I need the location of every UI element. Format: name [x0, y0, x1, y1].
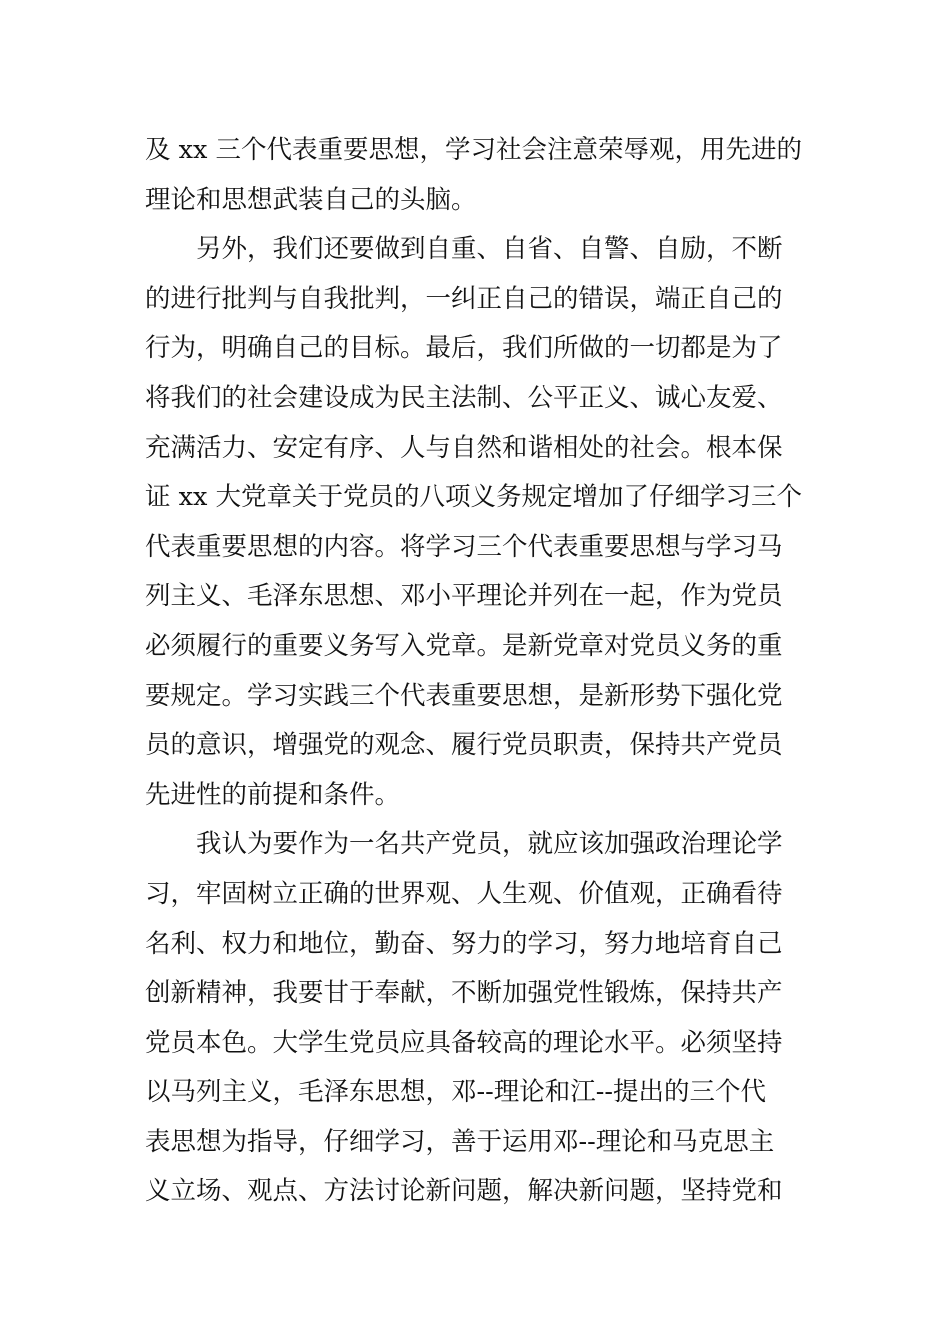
- text-line: 将我们的社会建设成为民主法制、公平正义、诚心友爱、: [145, 382, 783, 413]
- text-line: 必须履行的重要义务写入党章。是新党章对党员义务的重: [145, 630, 783, 661]
- text-line: 列主义、毛泽东思想、邓小平理论并列在一起，作为党员: [145, 581, 783, 612]
- text-line: 创新精神，我要甘于奉献，不断加强党性锻炼，保持共产: [145, 978, 783, 1009]
- text-line: 及 xx 三个代表重要思想，学习社会注意荣辱观，用先进的: [145, 135, 802, 165]
- text-line: 名利、权力和地位，勤奋、努力的学习，努力地培育自己: [145, 928, 783, 959]
- text-line: 表思想为指导，仔细学习，善于运用邓--理论和马克思主: [145, 1126, 775, 1157]
- text-line: 理论和思想武装自己的头脑。: [145, 184, 477, 215]
- text-line: 充满活力、安定有序、人与自然和谐相处的社会。根本保: [145, 432, 783, 463]
- text-line: 代表重要思想的内容。将学习三个代表重要思想与学习马: [145, 531, 783, 562]
- paragraph-first-line: 我认为要作为一名共产党员，就应该加强政治理论学: [196, 829, 783, 860]
- document-body-text: [145, 126, 810, 1217]
- text-line: 证 xx 大党章关于党员的八项义务规定增加了仔细学习三个: [145, 482, 802, 513]
- text-line: 先进性的前提和条件。: [145, 779, 401, 810]
- text-line: 行为，明确自己的目标。最后，我们所做的一切都是为了: [145, 333, 783, 364]
- text-line: 的进行批判与自我批判，一纠正自己的错误，端正自己的: [145, 283, 783, 314]
- text-line: 员的意识，增强党的观念、履行党员职责，保持共产党员: [145, 730, 783, 761]
- paragraph-first-line: 另外，我们还要做到自重、自省、自警、自励，不断: [196, 234, 783, 265]
- text-line: 习，牢固树立正确的世界观、人生观、价值观，正确看待: [145, 878, 783, 909]
- text-line: 义立场、观点、方法讨论新问题，解决新问题，坚持党和: [145, 1176, 783, 1207]
- text-line: 党员本色。大学生党员应具备较高的理论水平。必须坚持: [145, 1027, 783, 1058]
- text-line: 以马列主义，毛泽东思想，邓--理论和江--提出的三个代: [145, 1077, 766, 1108]
- text-line: 要规定。学习实践三个代表重要思想，是新形势下强化党: [145, 680, 783, 711]
